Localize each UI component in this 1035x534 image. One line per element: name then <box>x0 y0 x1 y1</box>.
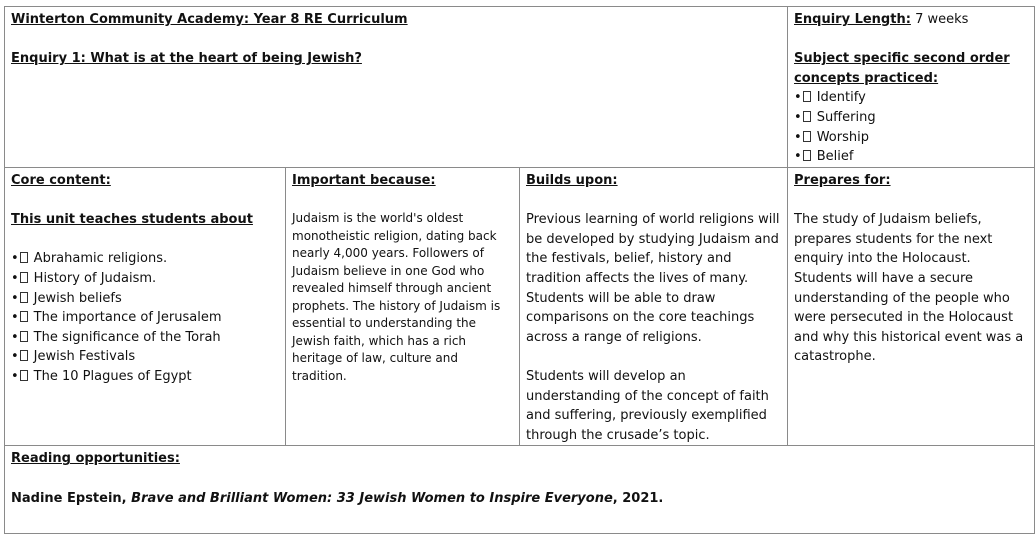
concept-label: Identify <box>816 90 866 106</box>
checkbox-glyph-icon <box>803 111 811 122</box>
list-item <box>794 147 1028 167</box>
list-item <box>11 249 279 269</box>
builds-upon-heading: Builds upon: <box>526 173 618 188</box>
core-item-label: The significance of the Torah <box>33 329 221 345</box>
important-because-text: Judaism is the world's oldest monotheistic religion, dating back nearly 4,000 years. Followers of Judaism believe in one God who revealed himself through ancient prophets. The history of Judaism is essential to understanding the Jewish faith, which has a rich heritage of law, culture and tradition. <box>292 211 501 383</box>
list-item <box>11 367 279 387</box>
checkbox-glyph-icon <box>803 131 811 142</box>
reading-cell <box>5 446 1035 534</box>
important-because-heading: Important because: <box>292 173 436 188</box>
checkbox-glyph-icon <box>803 91 811 102</box>
enquiry-length-label: Enquiry Length: <box>794 12 911 27</box>
reading-citation <box>11 489 1028 509</box>
concepts-label: Subject specific second order concepts practiced: <box>794 51 1010 86</box>
core-content-list <box>11 249 279 386</box>
builds-upon-paragraph-1: Previous learning of world religions will be developed by studying Judaism and the festivals, belief, history and tradition affects the lives of many. Students will be able to draw comparisons on the core teachings across a range of religions. <box>526 212 780 345</box>
checkbox-glyph-icon <box>20 331 28 342</box>
prepares-for-heading: Prepares for: <box>794 173 891 188</box>
bullet-icon: • <box>11 349 19 365</box>
checkbox-glyph-icon <box>803 150 811 161</box>
core-item-label: The importance of Jerusalem <box>33 310 222 326</box>
reading-year: , 2021. <box>612 490 664 506</box>
content-row <box>5 168 1035 446</box>
bullet-icon: • <box>11 310 19 326</box>
list-item <box>11 289 279 309</box>
core-item-label: Jewish Festivals <box>33 349 136 365</box>
curriculum-title: Winterton Community Academy: Year 8 RE Curriculum <box>11 12 408 27</box>
important-because-cell <box>286 168 520 446</box>
list-item <box>794 108 1028 128</box>
list-item <box>794 128 1028 148</box>
concept-label: Belief <box>816 149 854 165</box>
reading-row <box>5 446 1035 534</box>
bullet-icon: • <box>11 270 19 286</box>
checkbox-glyph-icon <box>20 292 28 303</box>
reading-author: Nadine Epstein, <box>11 490 127 506</box>
header-row <box>5 7 1035 168</box>
checkbox-glyph-icon <box>20 350 28 361</box>
prepares-for-text: The study of Judaism beliefs, prepares students for the next enquiry into the Holocaust. Students will have a secure understanding of the people who were persecuted in the Holocaust and why this historical event was a catastrophe. <box>794 212 1024 365</box>
core-content-subheading: This unit teaches students about <box>11 212 253 228</box>
bullet-icon: • <box>11 251 19 267</box>
list-item <box>11 328 279 348</box>
list-item <box>11 269 279 289</box>
curriculum-table <box>4 6 1035 534</box>
bullet-icon: • <box>794 149 802 165</box>
prepares-for-cell <box>788 168 1035 446</box>
builds-upon-paragraph-2: Students will develop an understanding of the concept of faith and suffering, previously exemplified through the crusade’s topic. <box>526 368 769 443</box>
bullet-icon: • <box>11 368 19 384</box>
bullet-icon: • <box>11 329 19 345</box>
reading-heading: Reading opportunities: <box>11 451 180 467</box>
reading-book-title: Brave and Brilliant Women: 33 Jewish Women to Inspire Everyone <box>131 490 613 506</box>
concept-label: Suffering <box>816 109 876 125</box>
core-content-cell <box>5 168 286 446</box>
bullet-icon: • <box>794 90 802 106</box>
enquiry-length <box>794 10 1028 30</box>
checkbox-glyph-icon <box>20 272 28 283</box>
core-item-label: The 10 Plagues of Egypt <box>33 368 192 384</box>
enquiry-length-value: 7 weeks <box>915 12 969 27</box>
concepts-list <box>794 88 1028 166</box>
core-item-label: History of Judaism. <box>33 270 157 286</box>
concept-label: Worship <box>816 129 869 145</box>
checkbox-glyph-icon <box>20 311 28 322</box>
enquiry-info-cell <box>788 7 1035 168</box>
bullet-icon: • <box>794 109 802 125</box>
header-cell <box>5 7 788 168</box>
builds-upon-cell <box>520 168 788 446</box>
bullet-icon: • <box>11 290 19 306</box>
enquiry-title: Enquiry 1: What is at the heart of being Jewish? <box>11 51 362 67</box>
list-item <box>11 308 279 328</box>
list-item <box>794 88 1028 108</box>
core-item-label: Jewish beliefs <box>33 290 122 306</box>
checkbox-glyph-icon <box>20 252 28 263</box>
core-content-heading: Core content: <box>11 173 111 188</box>
core-item-label: Abrahamic religions. <box>33 251 168 267</box>
list-item <box>11 347 279 367</box>
checkbox-glyph-icon <box>20 370 28 381</box>
bullet-icon: • <box>794 129 802 145</box>
